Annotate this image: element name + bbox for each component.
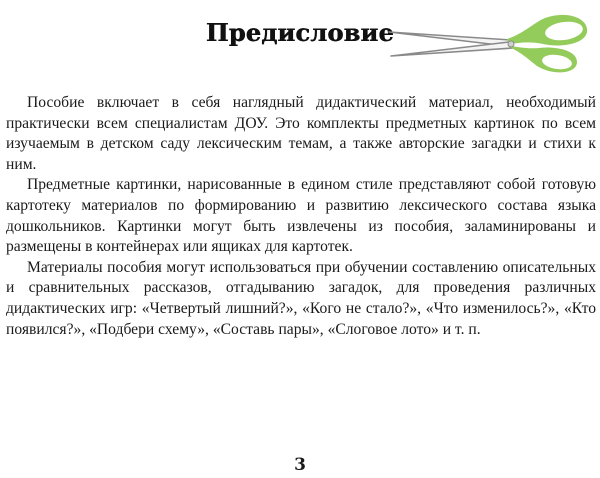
page-title: Предисловие <box>205 18 394 47</box>
paragraph-2: Предметные картинки, нарисованные в едином стиле представляют собой готовую картотеку материалов по формированию и развитию лексического состава языка дошкольников. Картинки могут быть извлечены из пособия, заламинированы и размещены в контейнерах или ящиках для картотек. <box>6 176 596 256</box>
scissors-icon <box>383 10 593 76</box>
preface-body <box>6 93 596 340</box>
paragraph-3: Материалы пособия могут использоваться при обучении составлению описательных и сравнительных рассказов, отгадыванию загадок, для проведения различных дидактических игр: «Четвертый лишний?», «Кого не стало?», «Что изменилось?», «Кто появился?», «Подбери схему», «Составь пары», «Слоговое лото» и т. п. <box>6 258 596 338</box>
paragraph-1: Пособие включает в себя наглядный дидактический материал, необходимый практически всем специалистам ДОУ. Это комплекты предметных картинок по всем изучаемым в детском саду лексическим темам, а также авторские загадки и стихи к ним. <box>6 94 596 173</box>
page-number: 3 <box>294 455 306 475</box>
